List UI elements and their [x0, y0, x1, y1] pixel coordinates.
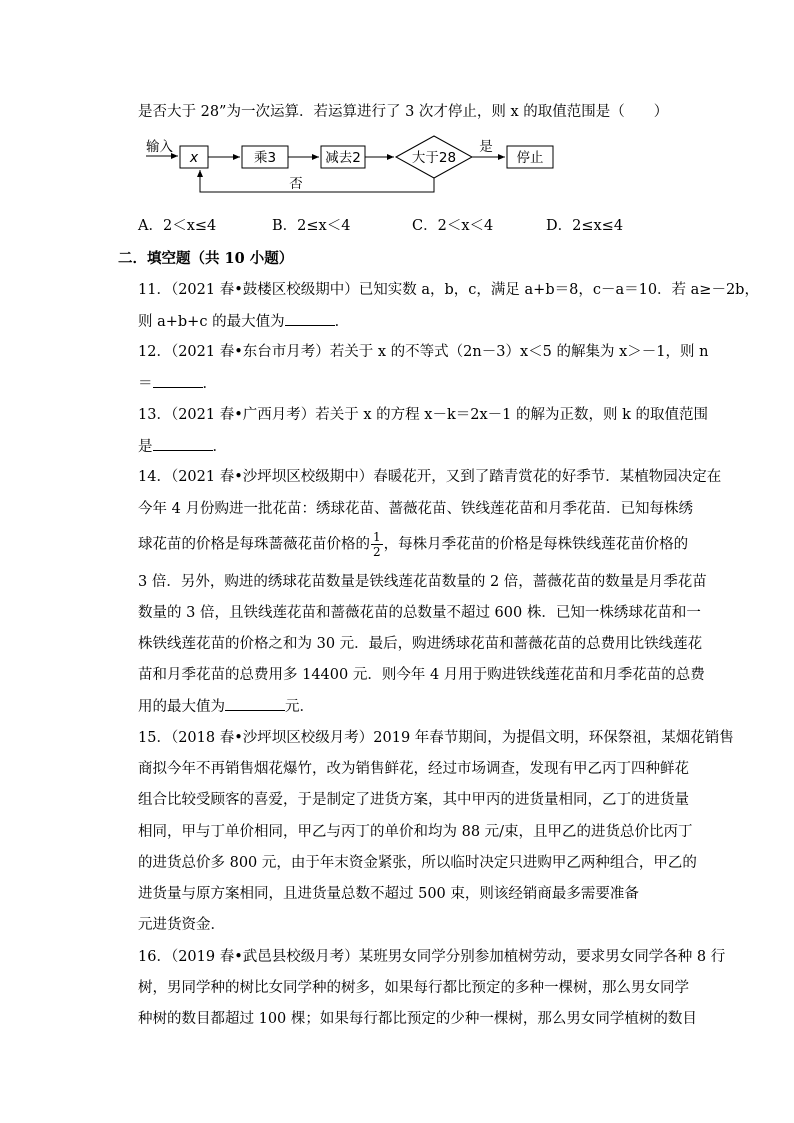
q14-fraction-numerator: 1 — [373, 530, 381, 544]
q14-line4: 3 倍．另外，购进的绣球花苗数量是铁线莲花苗数量的 2 倍，蔷薇花苗的数量是月季花苗 — [138, 574, 707, 590]
q12-line2-pre: ＝ — [138, 376, 153, 392]
q14-line5: 数量的 3 倍，且铁线莲花苗和蔷薇花苗的总数量不超过 600 株．已知一株绣球花苗和一 — [138, 605, 701, 621]
flow-decision-label: 大于28 — [411, 150, 457, 166]
q14-line6: 株铁线莲花苗的价格之和为 30 元．最后，购进绣球花苗和蔷薇花苗的总费用比铁线莲花 — [138, 636, 703, 652]
q11-answer-blank — [285, 311, 335, 326]
q10-flowchart — [138, 134, 568, 204]
flow-x-label: x — [189, 150, 199, 166]
q14-line7: 苗和月季花苗的总费用多 14400 元．则今年 4 月用于购进铁线莲花苗和月季花苗的总费 — [138, 667, 705, 683]
q11-line1: 11．（2021 春•鼓楼区校级期中）已知实数 a，b，c，满足 a+b＝8，c－a＝10．若 a≥－2b， — [138, 282, 759, 298]
q11-line2-pre: 则 a+b+c 的最大值为 — [138, 314, 285, 330]
q14-line8-post: 元． — [285, 699, 314, 715]
q15-line1: 15．（2018 春•沙坪坝区校级月考）2019 年春节期间，为提倡文明，环保祭祖，某烟花销售 — [138, 730, 734, 746]
flow-no-label: 否 — [289, 176, 303, 192]
q11-line2 — [138, 311, 688, 332]
q14-answer-blank — [225, 696, 285, 711]
flow-loop-no — [200, 170, 434, 192]
q14-line3 — [138, 530, 688, 559]
q10-choice-d: D．2≤x≤4 — [546, 218, 624, 234]
section-title: 二．填空题（共 10 小题） — [118, 250, 294, 267]
q14-fraction-denominator: 2 — [373, 545, 381, 559]
q10-choice-c: C．2＜x＜4 — [412, 218, 494, 234]
q13-line2 — [138, 436, 688, 457]
q15-line3: 组合比较受顾客的喜爱，于是制定了进货方案，其中甲丙的进货量相同，乙丁的进货量 — [138, 792, 689, 808]
q15-line4: 相同，甲与丁单价相同，甲乙与丙丁的单价和均为 88 元/束，且甲乙的进货总价比丙丁 — [138, 824, 693, 840]
q13-answer-blank — [153, 436, 213, 451]
q14-line3-post: ，每株月季花苗的价格是每株铁线莲花苗价格的 — [383, 536, 689, 553]
q14-line8 — [138, 696, 688, 717]
q10-intro: 是否大于 28”为一次运算．若运算进行了 3 次才停止，则 x 的取值范围是（ ） — [138, 104, 669, 120]
q15-line7: 元进货资金． — [138, 917, 225, 933]
q13-line1: 13．（2021 春•广西月考）若关于 x 的方程 x－k＝2x－1 的解为正数，则 k 的取值范围 — [138, 407, 708, 423]
q10-choice-b: B．2≤x＜4 — [272, 218, 351, 234]
q16-line1: 16．（2019 春•武邑县校级月考）某班男女同学分别参加植树劳动，要求男女同学各种 8 行 — [138, 949, 726, 965]
q16-line2: 树，男同学种的树比女同学种的树多，如果每行都比预定的多种一棵树，那么男女同学 — [138, 980, 689, 996]
q15-line6: 进货量与原方案相同，且进货量总数不超过 500 束，则该经销商最多需要准备 — [138, 886, 639, 902]
q11-line2-post: ． — [334, 314, 350, 330]
q14-line2: 今年 4 月份购进一批花苗：绣球花苗、蔷薇花苗、铁线莲花苗和月季花苗．已知每株绣 — [138, 501, 693, 517]
q12-answer-blank — [153, 373, 203, 388]
q13-line2-pre: 是 — [138, 439, 153, 455]
q14-line1: 14．（2021 春•沙坪坝区校级期中）春暖花开，又到了踏青赏花的好季节．某植物园决定在 — [138, 469, 722, 485]
q12-line2-post: ． — [202, 376, 217, 392]
q14-line8-pre: 用的最大值为 — [138, 699, 225, 715]
flow-multiply-label: 乘3 — [253, 150, 277, 166]
q10-choice-a: A．2＜x≤4 — [138, 218, 217, 234]
q12-line2 — [138, 373, 688, 394]
q15-line5: 的进货总价多 800 元，由于年末资金紧张，所以临时决定只进购甲乙两种组合，甲乙的 — [138, 855, 697, 871]
flow-subtract-label: 减去2 — [325, 150, 361, 166]
q16-line3: 种树的数目都超过 100 棵；如果每行都比预定的少种一棵树，那么男女同学植树的数目 — [138, 1011, 697, 1027]
q14-fraction — [371, 530, 383, 559]
flow-stop-label: 停止 — [516, 150, 544, 166]
flow-yes-label: 是 — [479, 139, 493, 155]
q12-line1: 12．（2021 春•东台市月考）若关于 x 的不等式（2n－3）x＜5 的解集为 x＞－1，则 n — [138, 344, 709, 360]
flow-input-label: 输入 — [146, 139, 173, 155]
q14-line3-pre: 球花苗的价格是每珠蔷薇花苗价格的 — [138, 536, 370, 553]
q13-line2-post: ． — [212, 439, 227, 455]
q15-line2: 商拟今年不再销售烟花爆竹，改为销售鲜花，经过市场调查，发现有甲乙丙丁四种鲜花 — [138, 761, 689, 777]
